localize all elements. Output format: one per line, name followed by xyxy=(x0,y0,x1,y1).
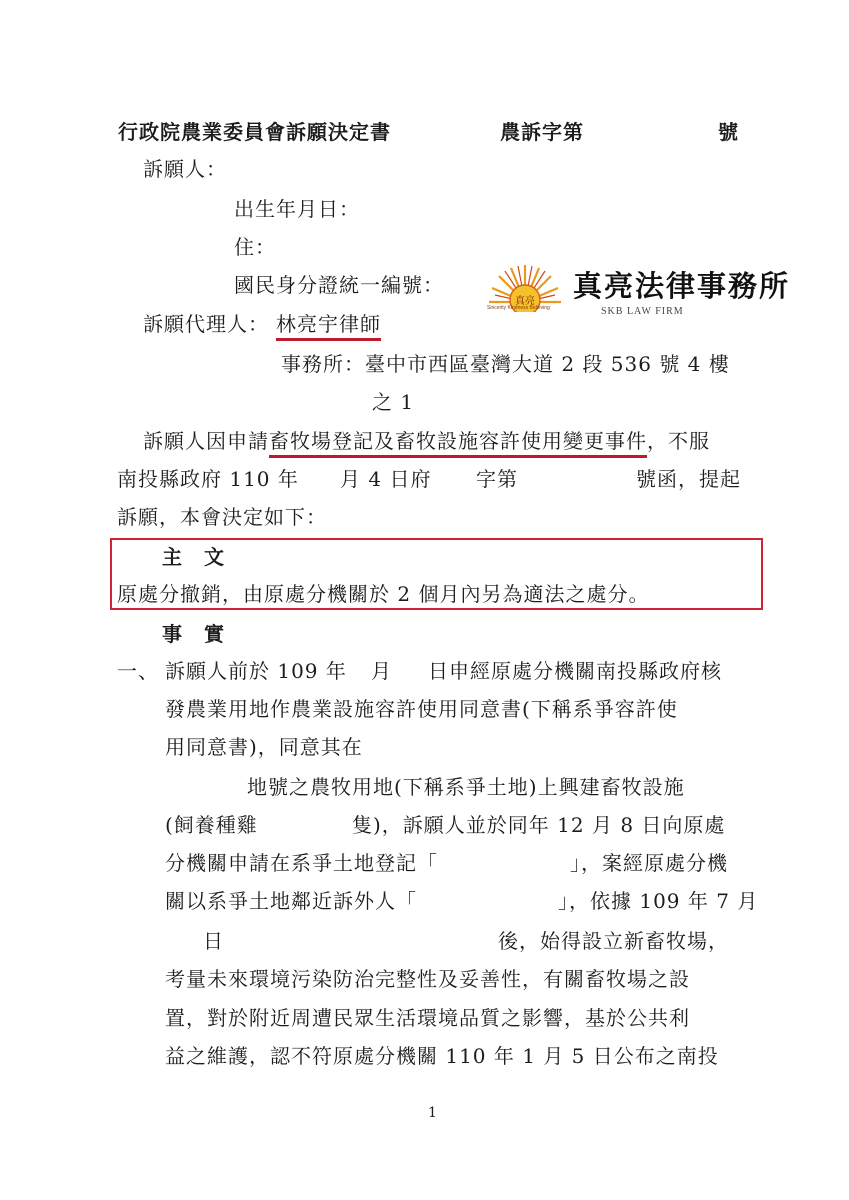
case-number-suffix: 號 xyxy=(718,120,739,144)
facts-line-1a: 訴願人前於 109 年 xyxy=(165,659,347,683)
address-label: 住： xyxy=(234,235,276,259)
facts-line-7b: 」，依據 109 年 7 月 xyxy=(558,889,759,913)
facts-line-3: 用同意書)，同意其在 xyxy=(165,735,363,759)
ruling-text: 原處分撤銷，由原處分機關於 2 個月內另為適法之處分。 xyxy=(117,582,650,606)
law-firm-logo xyxy=(485,262,795,326)
intro-line-3: 訴願，本會決定如下： xyxy=(117,505,327,529)
law-firm-name: 真亮法律事務所 xyxy=(573,269,791,303)
facts-line-8b: 後，始得設立新畜牧場， xyxy=(498,929,729,953)
birth-date-label: 出生年月日： xyxy=(234,197,360,221)
agent-name: 林亮宇律師 xyxy=(276,312,381,341)
facts-heading: 事 實 xyxy=(162,622,225,646)
agent-label: 訴願代理人： xyxy=(143,312,269,336)
office-address: 事務所：臺中市西區臺灣大道 2 段 536 號 4 樓 xyxy=(281,352,730,376)
facts-line-5b: 隻)，訴願人並於同年 12 月 8 日向原處 xyxy=(352,813,726,837)
intro-line-2b: 月 4 日府 xyxy=(340,467,432,491)
facts-line-8a: 日 xyxy=(203,929,224,953)
intro-line-2a: 南投縣政府 110 年 xyxy=(117,467,299,491)
ruling-heading: 主 文 xyxy=(162,545,225,569)
page-number: 1 xyxy=(428,1105,437,1121)
facts-line-1c: 日申經原處分機關南投縣政府核 xyxy=(428,659,722,683)
case-number-label: 農訴字第 xyxy=(500,120,584,144)
intro-line-2d: 號函，提起 xyxy=(636,467,741,491)
facts-line-6a: 分機關申請在系爭土地登記「 xyxy=(165,851,438,875)
logo-tagline: Sincerity Kindness Believing xyxy=(487,305,550,311)
logo-badge-text: 真亮 xyxy=(515,296,535,307)
facts-line-11: 益之維護，認不符原處分機關 110 年 1 月 5 日公布之南投 xyxy=(165,1044,719,1068)
office-address-cont: 之 1 xyxy=(372,390,415,414)
intro-highlight: 畜牧場登記及畜牧設施容許使用變更事件 xyxy=(269,429,647,458)
document-title: 行政院農業委員會訴願決定書 xyxy=(118,120,391,144)
facts-line-9: 考量未來環境污染防治完整性及妥善性，有關畜牧場之設 xyxy=(165,967,690,991)
facts-line-5a: (飼養種雞 xyxy=(165,813,258,837)
facts-line-1b: 月 xyxy=(371,659,392,683)
intro-line-1 xyxy=(143,429,710,453)
intro-line-1-post: ，不服 xyxy=(647,429,710,453)
facts-line-2: 發農業用地作農業設施容許使用同意書(下稱系爭容許使 xyxy=(165,697,678,721)
facts-item-marker: 一、 xyxy=(117,659,159,683)
law-firm-english-name: SKB LAW FIRM xyxy=(601,306,684,317)
id-number-label: 國民身分證統一編號： xyxy=(234,273,444,297)
intro-line-1-pre: 訴願人因申請 xyxy=(143,429,269,453)
intro-line-2c: 字第 xyxy=(476,467,518,491)
petitioner-label: 訴願人： xyxy=(143,157,227,181)
facts-line-7a: 關以系爭土地鄰近訴外人「 xyxy=(165,889,417,913)
facts-line-4: 地號之農牧用地(下稱系爭土地)上興建畜牧設施 xyxy=(247,775,685,799)
facts-line-6b: 」，案經原處分機 xyxy=(570,851,728,875)
facts-line-10: 置，對於附近周遭民眾生活環境品質之影響，基於公共利 xyxy=(165,1006,690,1030)
